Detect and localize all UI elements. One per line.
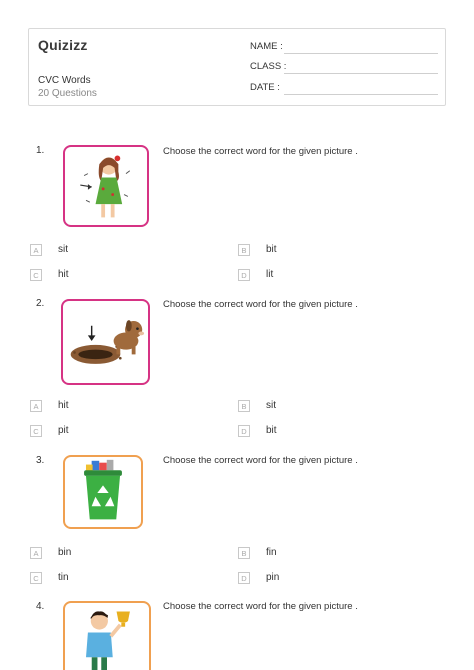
option-c-letter: C — [30, 572, 42, 584]
date-label: DATE : — [250, 82, 280, 93]
option-a-letter: A — [30, 244, 42, 256]
dog-digging-pit-picture — [61, 299, 150, 385]
option-a[interactable]: hit — [58, 400, 69, 411]
option-c[interactable]: hit — [58, 269, 69, 280]
question-prompt: Choose the correct word for the given picture . — [163, 299, 358, 310]
question-number: 4. — [36, 601, 45, 612]
worksheet-title: CVC Words — [38, 75, 91, 86]
name-label: NAME : — [250, 41, 283, 52]
recycling-bin-picture — [63, 455, 143, 529]
option-a-letter: A — [30, 547, 42, 559]
option-d-letter: D — [238, 269, 250, 281]
option-c-letter: C — [30, 269, 42, 281]
option-a[interactable]: bin — [58, 547, 72, 558]
question-count: 20 Questions — [38, 88, 97, 99]
option-b-letter: B — [238, 244, 250, 256]
option-b[interactable]: bit — [266, 244, 277, 255]
option-b[interactable]: fin — [266, 547, 277, 558]
option-a-letter: A — [30, 400, 42, 412]
recycling-bin-icon — [65, 457, 141, 527]
option-d-letter: D — [238, 572, 250, 584]
boy-trophy-picture — [63, 601, 151, 670]
option-d-letter: D — [238, 425, 250, 437]
girl-bitten-icon — [65, 147, 147, 225]
question-prompt: Choose the correct word for the given picture . — [163, 601, 358, 612]
option-c[interactable]: pit — [58, 425, 69, 436]
option-b-letter: B — [238, 400, 250, 412]
date-field[interactable] — [284, 94, 438, 95]
option-d[interactable]: lit — [266, 269, 274, 280]
name-field[interactable] — [284, 53, 438, 54]
option-c[interactable]: tin — [58, 572, 69, 583]
question-number: 1. — [36, 145, 45, 156]
girl-bitten-picture — [63, 145, 149, 227]
option-b-letter: B — [238, 547, 250, 559]
class-label: CLASS : — [250, 61, 287, 72]
dog-pit-icon — [63, 301, 148, 383]
option-c-letter: C — [30, 425, 42, 437]
question-prompt: Choose the correct word for the given picture . — [163, 455, 358, 466]
option-b[interactable]: sit — [266, 400, 276, 411]
question-number: 3. — [36, 455, 45, 466]
worksheet-header — [28, 28, 446, 106]
question-prompt: Choose the correct word for the given picture . — [163, 146, 358, 157]
quizizz-logo: Quizizz — [38, 37, 88, 53]
option-d[interactable]: bit — [266, 425, 277, 436]
boy-trophy-icon — [65, 603, 149, 670]
class-field[interactable] — [284, 73, 438, 74]
option-d[interactable]: pin — [266, 572, 280, 583]
option-a[interactable]: sit — [58, 244, 68, 255]
question-number: 2. — [36, 298, 45, 309]
